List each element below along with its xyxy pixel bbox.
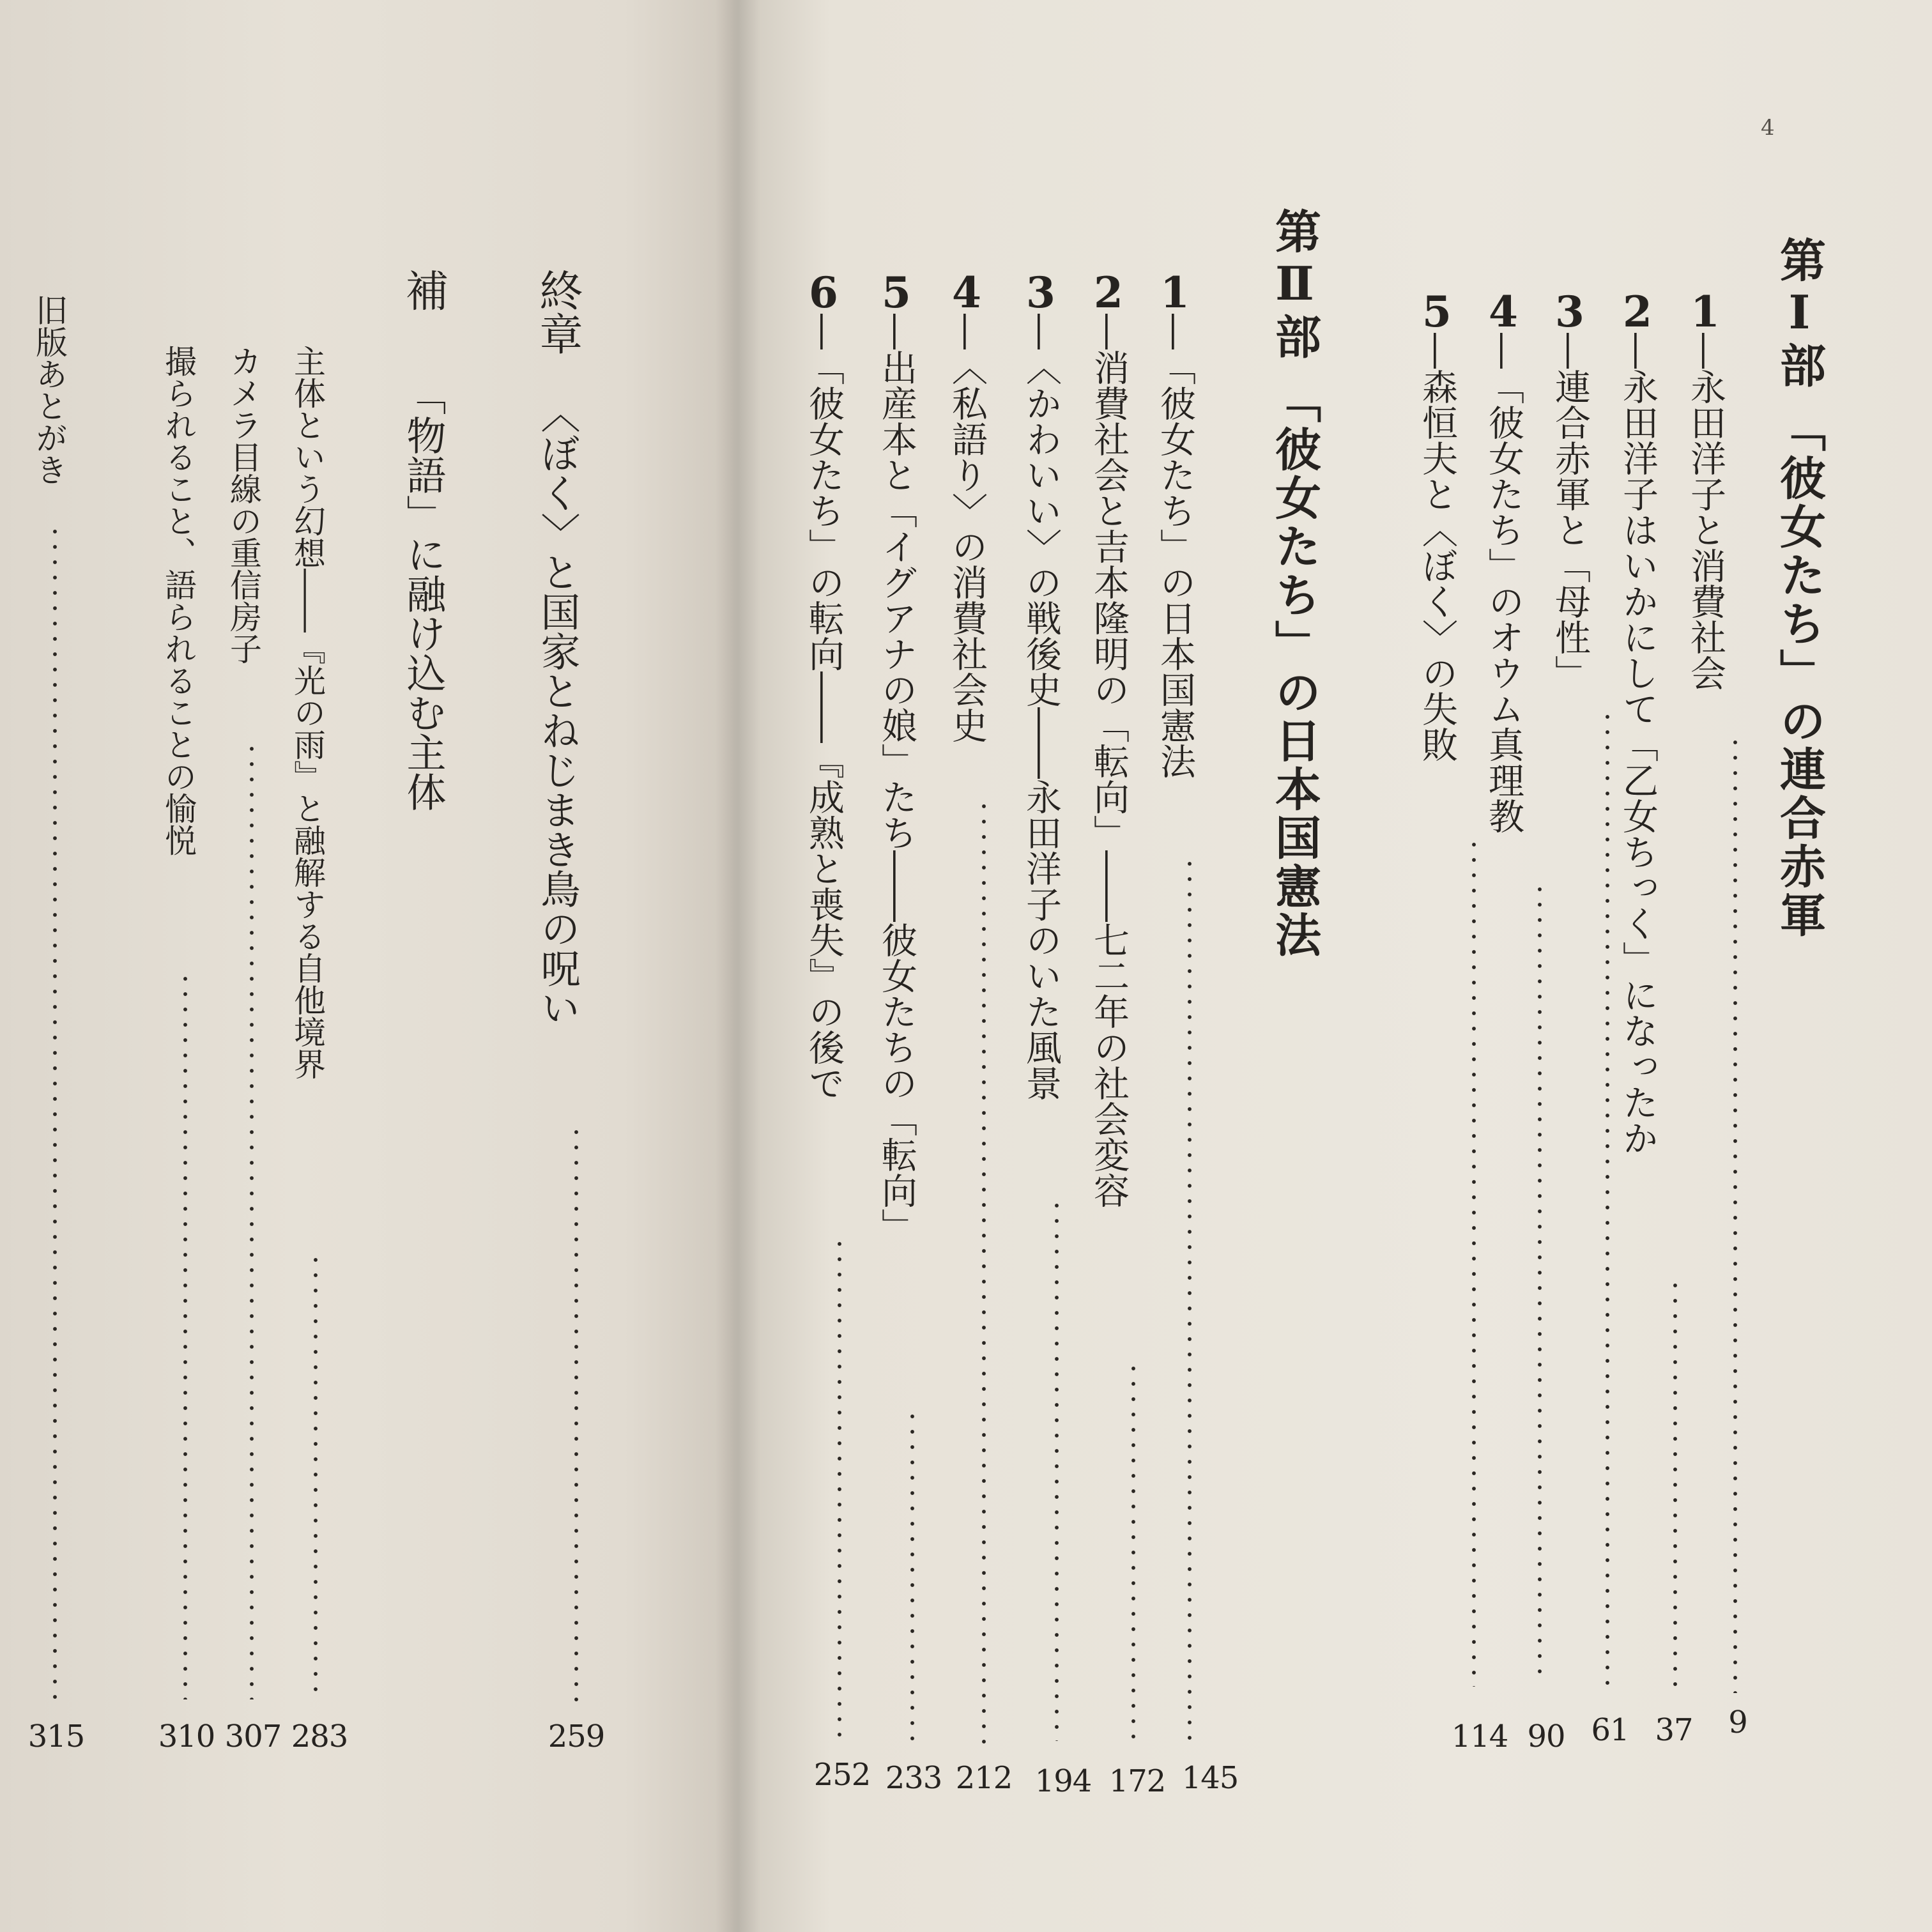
entry-number: 4 (1489, 291, 1518, 333)
part1-heading (1772, 236, 1827, 940)
final-chapter-label: 終章 (532, 268, 583, 355)
dot-leader (1187, 856, 1192, 1744)
page-ref: 90 (1527, 1719, 1565, 1754)
entry-title: 出産本と「イグアナの娘」たち――彼女たちの「転向」 (876, 349, 917, 1244)
page-number: 4 (1761, 115, 1775, 141)
dot-leader (981, 799, 986, 1744)
entry-title: 永田洋子と消費社会 (1685, 369, 1726, 691)
entry-title: 連合赤軍と「母性」 (1549, 369, 1591, 691)
page-ref: 315 (27, 1719, 85, 1754)
page-ref: 310 (158, 1719, 215, 1754)
final-chapter-entry[interactable] (532, 268, 583, 1027)
entry-title: 「彼女たち」の転向――『成熟と喪失』の後で (803, 349, 845, 1101)
page-ref: 61 (1591, 1712, 1629, 1748)
toc-entry[interactable]: 4―「彼女たち」のオウム真理教 (1482, 291, 1524, 834)
entry-number: 6 (809, 272, 838, 314)
afterword-title: 旧版あとがき (31, 294, 68, 486)
entry-title: 〈私語り〉の消費社会史 (946, 349, 988, 743)
part1-heading-title: 「彼女たち」の連合赤軍 (1772, 406, 1827, 940)
dot-leader (910, 1409, 915, 1741)
entry-number: 5 (1422, 291, 1452, 333)
toc-entry[interactable] (289, 345, 326, 1080)
entry-number: 3 (1026, 272, 1055, 314)
dot-leader (313, 1252, 318, 1699)
toc-entry[interactable]: 2―永田洋子はいかにして「乙女ちっく」になったか (1616, 291, 1659, 1156)
final-chapter-title: 〈ぼく〉と国家とねじまき鳥の呪い (534, 394, 581, 1027)
part2-heading (1268, 208, 1322, 960)
toc-entry[interactable]: 5―出産本と「イグアナの娘」たち――彼女たちの「転向」 (875, 272, 917, 1244)
page-ref: 37 (1655, 1712, 1693, 1748)
page-ref: 114 (1451, 1719, 1508, 1754)
dot-leader (1673, 1278, 1678, 1687)
entry-number: 1 (1690, 291, 1720, 333)
dot-leader (1733, 735, 1738, 1693)
entry-title: 「彼女たち」のオウム真理教 (1483, 369, 1524, 834)
part2-heading-title: 「彼女たち」の日本国憲法 (1268, 377, 1322, 960)
page-ref: 9 (1728, 1705, 1747, 1740)
supplement-heading (398, 268, 448, 811)
page-ref: 172 (1108, 1763, 1166, 1799)
page-ref: 259 (548, 1719, 605, 1754)
toc-entry[interactable]: 6―「彼女たち」の転向――『成熟と喪失』の後で (802, 272, 845, 1101)
supplement-label: 補 (398, 268, 448, 312)
page-ref: 252 (813, 1757, 871, 1793)
entry-title: 〈かわいい〉の戦後史――永田洋子のいた風景 (1020, 349, 1062, 1101)
entry-title: カメラ目線の重信房子 (225, 345, 262, 664)
entry-title: 森恒夫と〈ぼく〉の失敗 (1416, 369, 1458, 762)
toc-entry[interactable]: 3―連合赤軍と「母性」 (1549, 291, 1591, 691)
entry-title: 永田洋子はいかにして「乙女ちっく」になったか (1617, 369, 1659, 1156)
dot-leader (574, 1124, 579, 1706)
part2-heading-label: 第Ⅱ部 (1268, 208, 1322, 362)
page-ref: 233 (885, 1760, 942, 1796)
supplement-title: 「物語」に融け込む主体 (400, 376, 447, 811)
entry-number: 1 (1160, 272, 1190, 314)
toc-entry[interactable]: 4―〈私語り〉の消費社会史 (946, 272, 988, 743)
page-ref: 212 (955, 1760, 1013, 1796)
book-gutter (716, 0, 760, 1932)
entry-number: 2 (1094, 272, 1123, 314)
entry-title: 消費社会と吉本隆明の「転向」――七二年の社会変容 (1088, 349, 1130, 1208)
dot-leader (1605, 709, 1610, 1693)
toc-entry[interactable]: 1―「彼女たち」の日本国憲法 (1154, 272, 1196, 779)
page-ref: 145 (1181, 1760, 1239, 1796)
toc-entry[interactable]: 3―〈かわいい〉の戦後史――永田洋子のいた風景 (1020, 272, 1062, 1101)
entry-number: 5 (882, 272, 911, 314)
toc-entry[interactable]: 5―森恒夫と〈ぼく〉の失敗 (1416, 291, 1458, 762)
left-page (0, 0, 735, 1932)
dot-leader (837, 1236, 842, 1744)
entry-number: 3 (1555, 291, 1584, 333)
dot-leader (183, 971, 188, 1699)
toc-entry[interactable] (160, 345, 197, 856)
afterword-entry[interactable] (31, 294, 68, 486)
toc-entry[interactable]: 2―消費社会と吉本隆明の「転向」――七二年の社会変容 (1087, 272, 1130, 1208)
dot-leader (1131, 1361, 1136, 1744)
part1-heading-label: 第Ⅰ部 (1772, 236, 1827, 390)
page-ref: 307 (224, 1719, 282, 1754)
entry-title: 主体という幻想――『光の雨』と融解する自他境界 (289, 345, 326, 1080)
dot-leader (1054, 1198, 1059, 1741)
entry-number: 4 (952, 272, 981, 314)
dot-leader (1471, 837, 1476, 1687)
dot-leader (52, 524, 57, 1699)
page-ref: 283 (291, 1719, 348, 1754)
page-ref: 194 (1034, 1763, 1092, 1799)
entry-number: 2 (1623, 291, 1652, 333)
toc-entry[interactable] (225, 345, 262, 664)
entry-title: 撮られること、語られることの愉悦 (160, 345, 197, 856)
dot-leader (1537, 882, 1542, 1680)
entry-title: 「彼女たち」の日本国憲法 (1154, 349, 1196, 779)
dot-leader (249, 741, 254, 1699)
toc-entry[interactable]: 1―永田洋子と消費社会 (1684, 291, 1726, 691)
